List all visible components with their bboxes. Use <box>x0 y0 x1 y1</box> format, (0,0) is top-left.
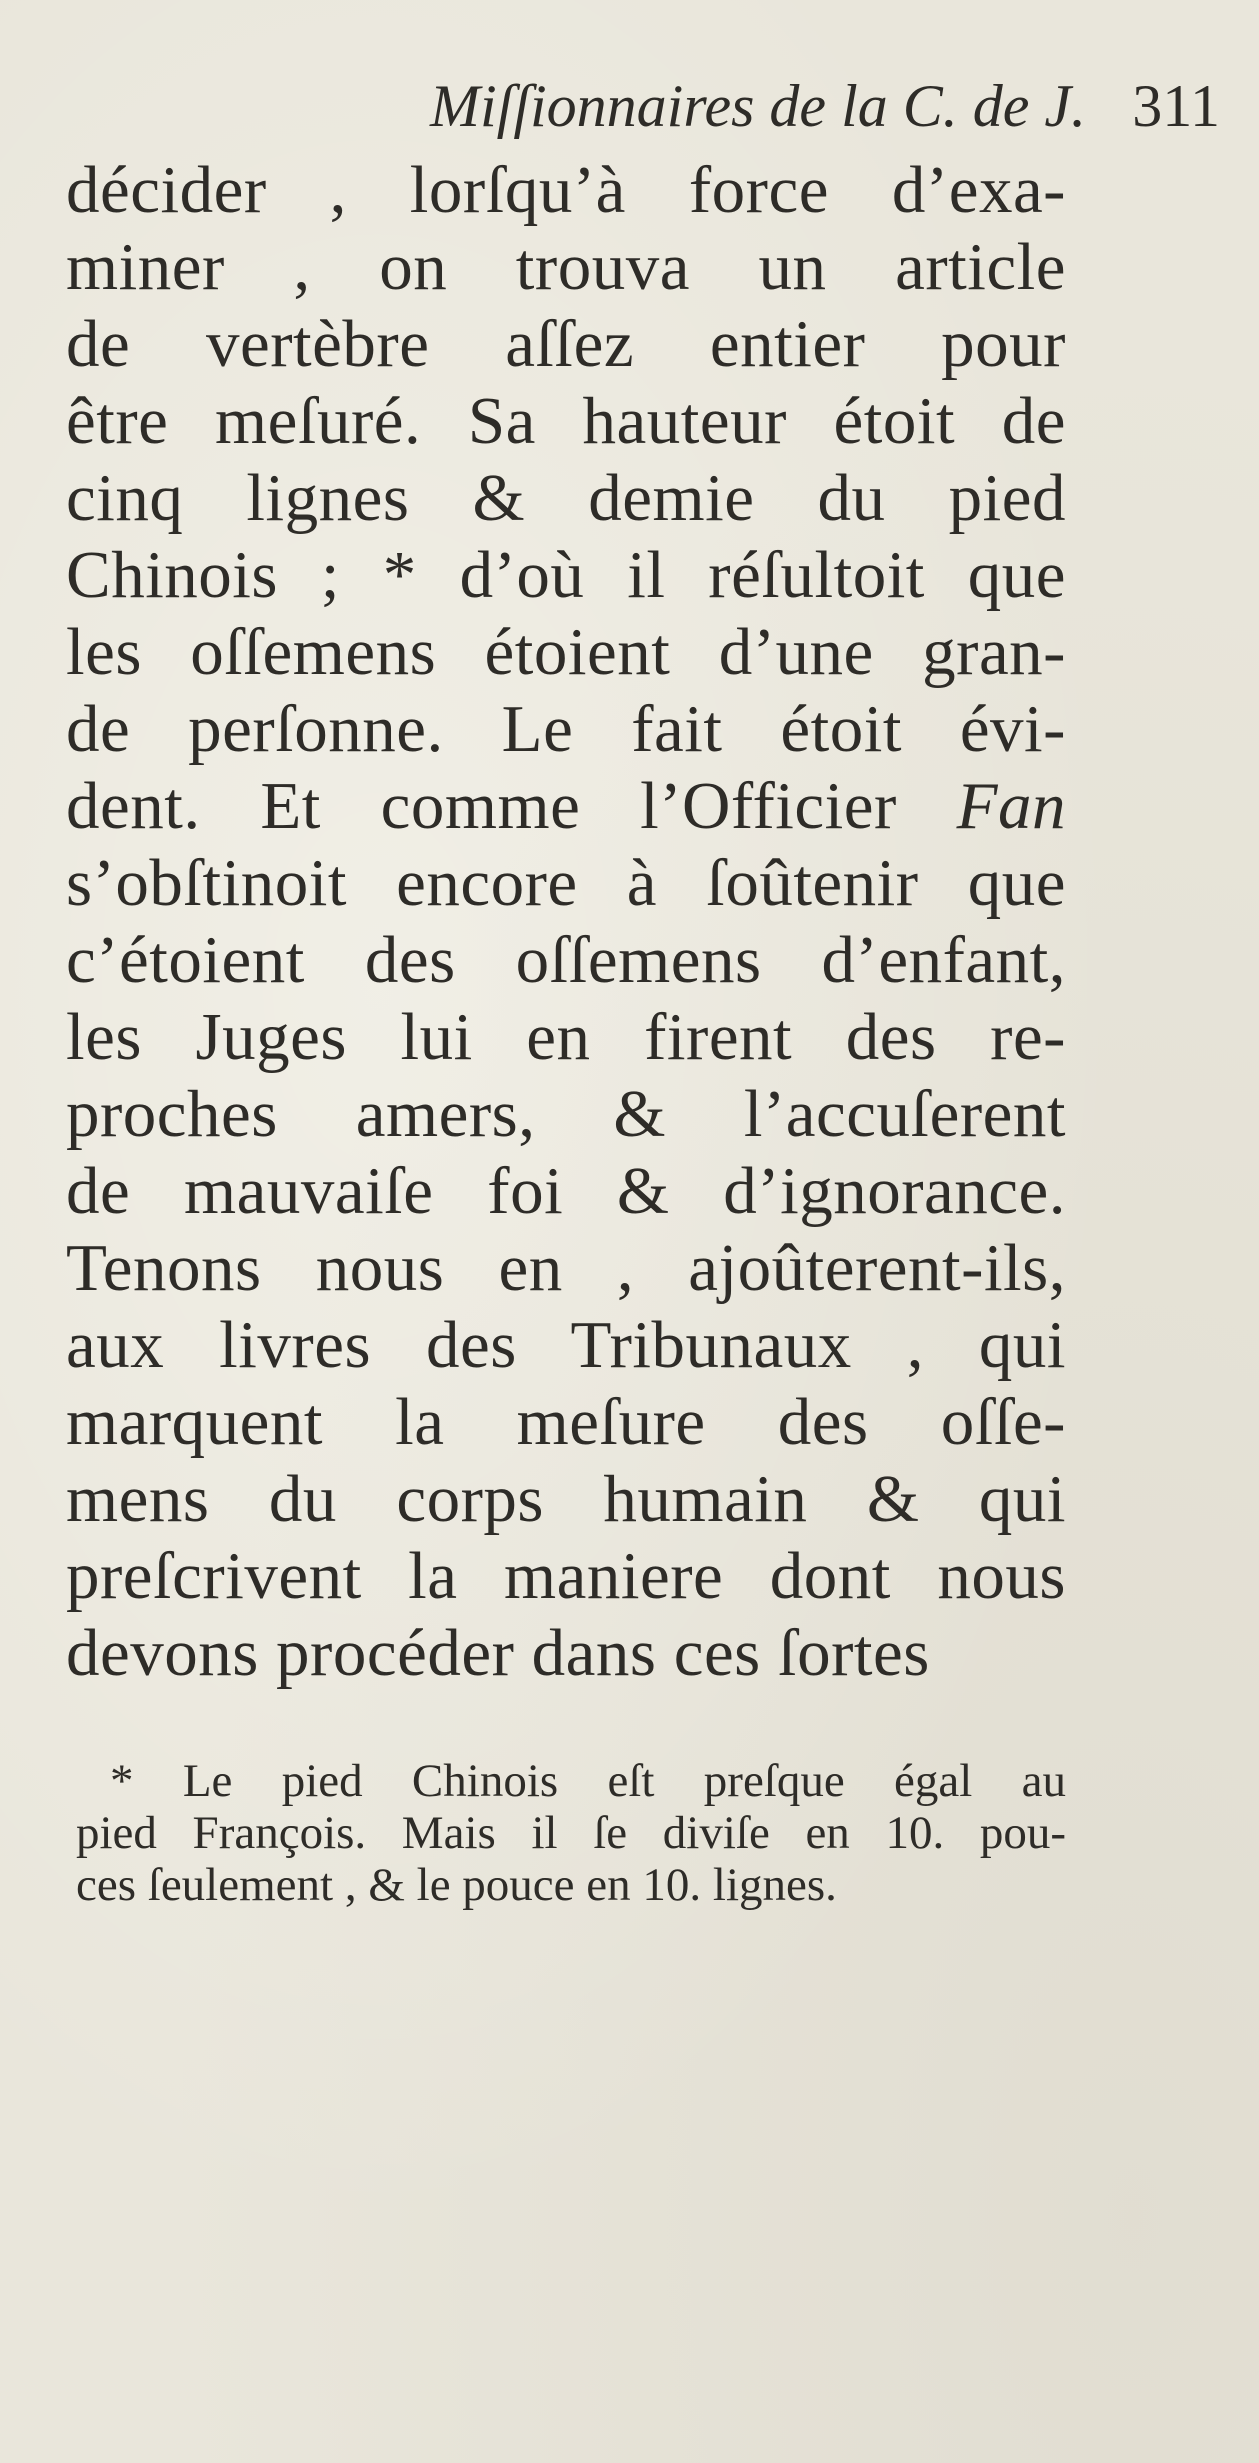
italic-name: Fan <box>956 769 1067 843</box>
text-line: c’étoient des oſſemens d’enfant, <box>66 923 1066 997</box>
footnote <box>76 1755 1066 1911</box>
page-number: 311 <box>1132 73 1220 139</box>
text-line: de mauvaiſe foi & d’ignorance. <box>66 1154 1066 1228</box>
text-line: mens du corps humain & qui <box>66 1462 1066 1536</box>
text-line: les oſſemens étoient d’une gran- <box>66 615 1066 689</box>
footnote-line: ces ſeulement , & le pouce en 10. lignes. <box>76 1859 837 1911</box>
text-line: marquent la meſure des oſſe- <box>66 1385 1066 1459</box>
text-line: preſcrivent la maniere dont nous <box>66 1539 1066 1613</box>
footnote-line: pied François. Mais il ſe diviſe en 10. pou- <box>76 1807 1066 1859</box>
text-line: de vertèbre aſſez entier pour <box>66 307 1066 381</box>
body-text <box>66 152 1066 1692</box>
text-line: décider , lorſqu’à force d’exa- <box>66 153 1066 227</box>
text-line: s’obſtinoit encore à ſoûtenir que <box>66 846 1066 920</box>
text-line: être meſuré. Sa hauteur étoit de <box>66 384 1066 458</box>
footnote-line: * Le pied Chinois eſt preſque égal au <box>110 1755 1066 1807</box>
text-line: devons procéder dans ces ſortes <box>66 1616 930 1690</box>
text-line: de perſonne. Le fait étoit évi- <box>66 692 1066 766</box>
text-line <box>66 768 1066 845</box>
text-line: Tenons nous en , ajoûterent-ils, <box>66 1231 1066 1305</box>
text-line: cinq lignes & demie du pied <box>66 461 1066 535</box>
text-line: Chinois ; * d’où il réſultoit que <box>66 538 1066 612</box>
text-line: les Juges lui en firent des re- <box>66 1000 1066 1074</box>
text-line: aux livres des Tribunaux , qui <box>66 1308 1066 1382</box>
text-line-part: dent. Et comme l’Officier <box>66 769 897 843</box>
page-header <box>430 66 1220 146</box>
running-title: Miſſionnaires de la C. de J. <box>430 73 1087 139</box>
text-line: miner , on trouva un article <box>66 230 1066 304</box>
text-line: proches amers, & l’accuſerent <box>66 1077 1066 1151</box>
